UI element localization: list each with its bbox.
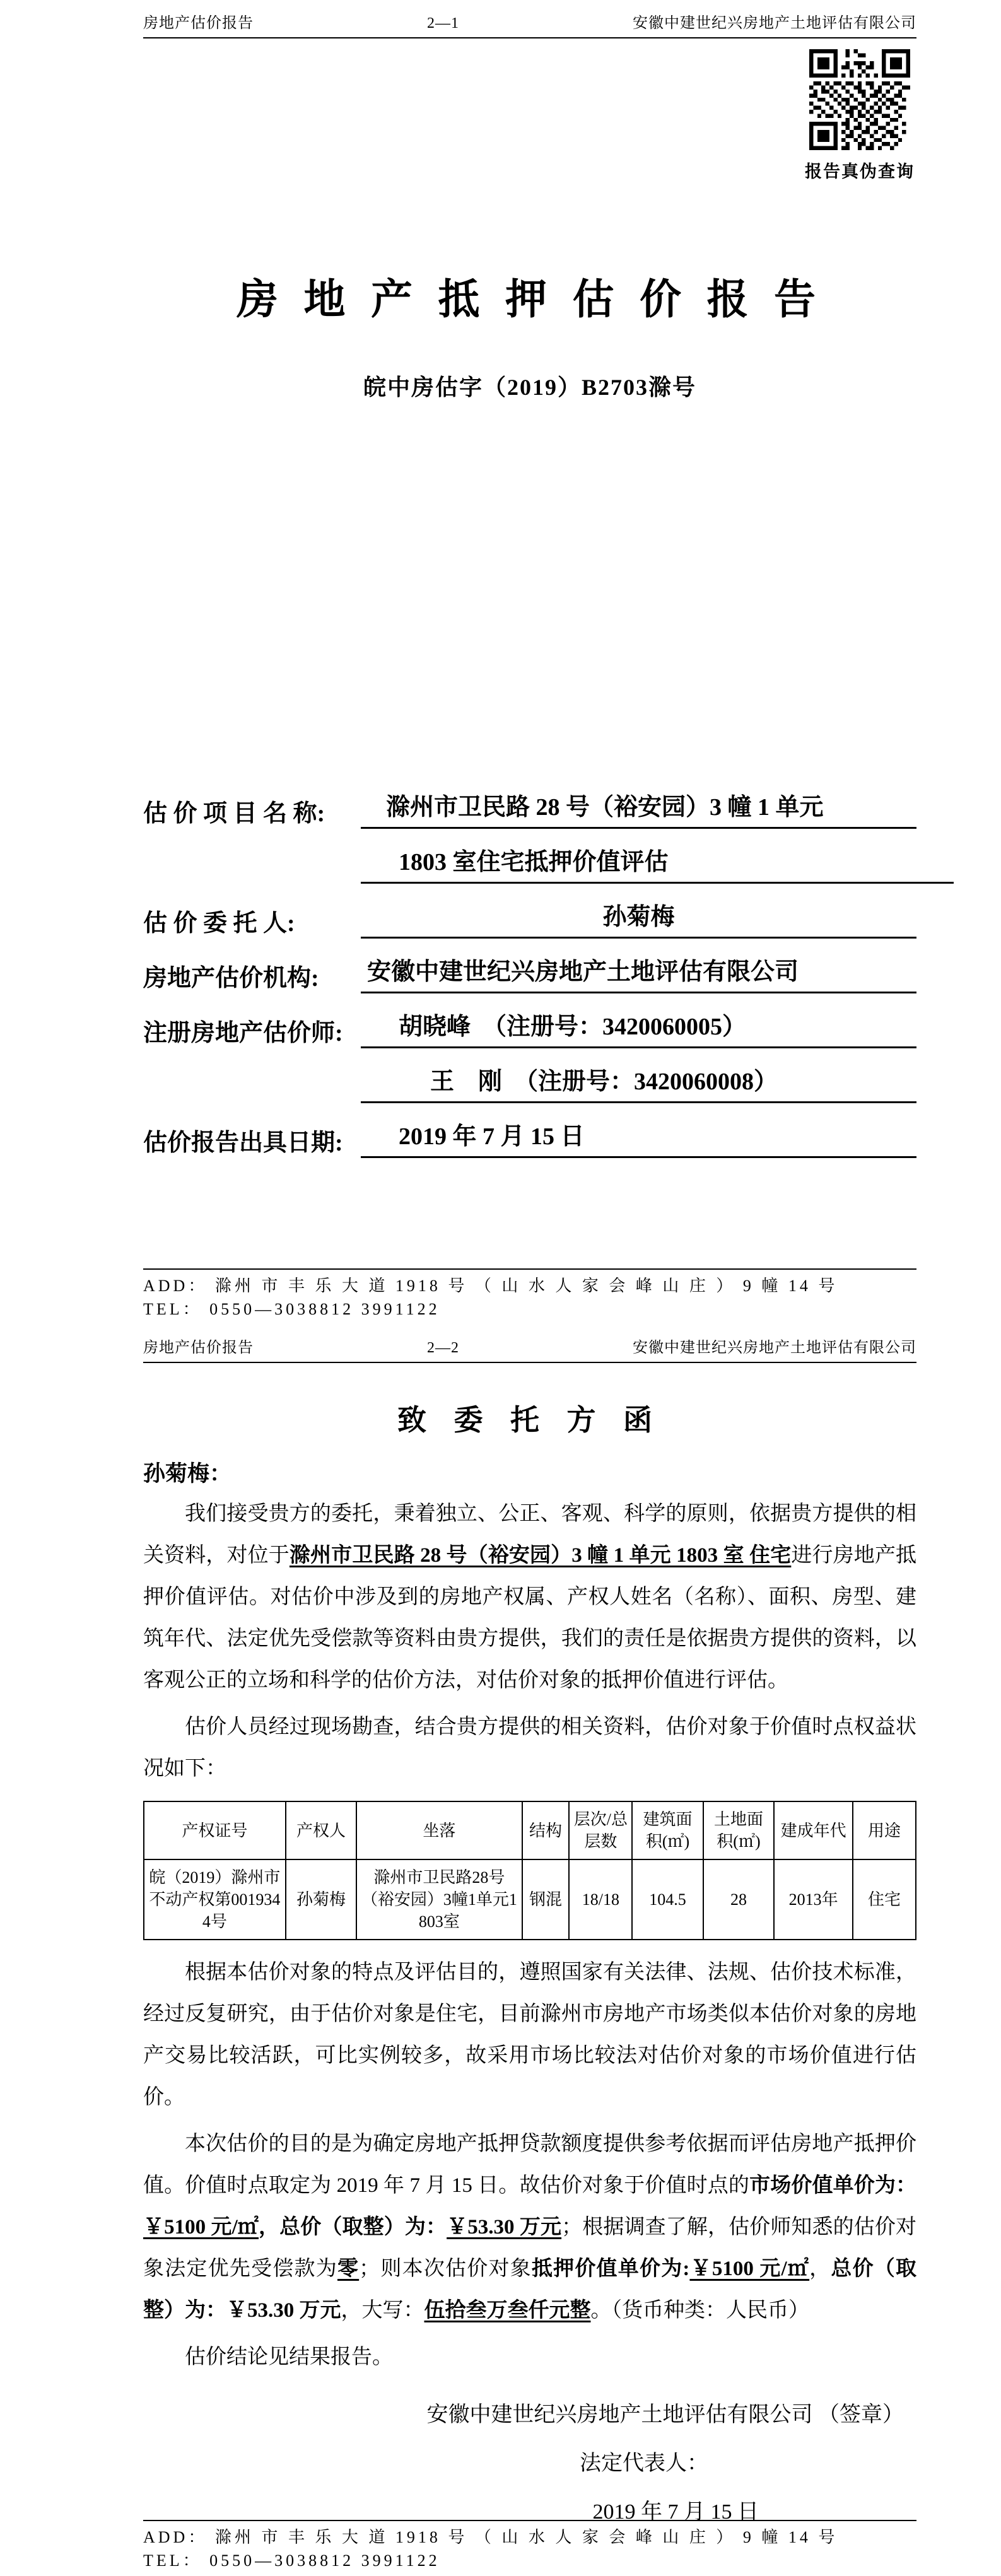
letter-title: 致 委 托 方 函 <box>397 1404 662 1436</box>
field-agency <box>143 957 916 993</box>
table-header-cell: 建成年代 <box>774 1801 853 1859</box>
qr-caption: 报告真伪查询 <box>805 162 915 181</box>
field-appraiser-value-2: 王 刚 （注册号：3420060008） <box>361 1067 916 1103</box>
field-project-name <box>143 793 916 829</box>
table-cell-land-area: 28 <box>703 1859 774 1940</box>
table-cell-structure: 钢混 <box>522 1859 570 1940</box>
letter-paragraph-method: 根据本估价对象的特点及评估目的，遵照国家有关法律、法规、估价技术标准，经过反复研究，由于估价对象是住宅，目前滁州市房地产市场类似本估价对象的房地产交易比较活跃，可比实例较多，故采用市场比较法对估价对象的市场价值进行估价。 <box>143 1961 916 2109</box>
field-appraiser <box>143 1012 916 1048</box>
priority-payment-zero: 零 <box>337 2257 360 2281</box>
signature-company: 安徽中建世纪兴房地产土地评估有限公司 （签章） <box>426 2403 904 2427</box>
table-header-cell: 用途 <box>853 1801 916 1859</box>
table-cell-floor: 18/18 <box>569 1859 632 1940</box>
field-report-date <box>143 1122 916 1158</box>
footer-address: ADD： 滁州 市 丰 乐 大 道 1918 号 （ 山 水 人 家 会 峰 山 庄 ） 9 幢 14 号 <box>143 2528 838 2547</box>
subject-property-text: 滁州市卫民路 28 号（裕安园）3 幢 1 单元 1803 室 住宅 <box>289 1544 792 1567</box>
ownership-table <box>143 1801 916 1940</box>
market-total-price-label: 总价（取整）为： <box>279 2216 447 2239</box>
header-company-name: 安徽中建世纪兴房地产土地评估有限公司 <box>633 15 916 32</box>
table-header-cell: 土地面积(㎡) <box>703 1801 774 1859</box>
page-header <box>143 0 916 38</box>
text-run: ， <box>259 2216 280 2239</box>
page-footer <box>143 2520 916 2572</box>
table-header-cell: 产权证号 <box>144 1801 286 1859</box>
amount-in-words: 伍拾叁万叁仟元整 <box>424 2299 591 2322</box>
table-header-cell: 结构 <box>522 1801 570 1859</box>
letter-paragraph-conclusion: 估价结论见结果报告。 <box>185 2346 393 2369</box>
cover-fields <box>143 793 916 1158</box>
field-date-value: 2019 年 7 月 15 日 <box>361 1122 916 1158</box>
text-run: 。（货币种类：人民币） <box>590 2299 809 2322</box>
text-run: ；则本次估价对象 <box>359 2257 532 2281</box>
signature-block <box>143 2397 916 2525</box>
table-row <box>144 1859 916 1940</box>
field-agency-label: 房地产估价机构: <box>143 964 319 992</box>
report-title: 房 地 产 抵 押 估 价 报 告 <box>237 277 823 323</box>
field-appraiser-label: 注册房地产估价师: <box>143 1019 343 1046</box>
header-report-name: 房地产估价报告 <box>143 15 254 32</box>
table-header-cell: 产权人 <box>286 1801 356 1859</box>
field-client-label: 估 价 委 托 人: <box>143 910 295 937</box>
mortgage-total-price: 总价（取整）为：￥53.30 万元 <box>143 2257 917 2322</box>
mortgage-unit-price-label: 抵押价值单价为: <box>531 2257 690 2281</box>
field-agency-value: 安徽中建世纪兴房地产土地评估有限公司 <box>361 957 916 993</box>
page-2 <box>0 1325 1001 2576</box>
report-number: 皖中房估字（2019）B2703滁号 <box>363 375 696 400</box>
qr-code-icon <box>809 49 910 150</box>
text-run: ；根据调查了解，估价师知悉的估价对象法定优先受偿款为 <box>143 2216 917 2281</box>
field-client <box>143 903 916 939</box>
page-header <box>143 1325 916 1363</box>
header-report-name: 房地产估价报告 <box>143 1340 254 1356</box>
header-page-number: 2—1 <box>427 15 459 32</box>
text-run: 本次估价的目的是为确定房地产抵押贷款额度提供参考依据而评估房地产抵押价值。价值时点取定为 2019 年 7 月 15 日。故估价对象于价值时点的 <box>143 2133 916 2198</box>
field-project-value-line2: 1803 室住宅抵押价值评估 <box>361 848 954 884</box>
letter-paragraph-survey: 估价人员经过现场勘查，结合贵方提供的相关资料，估价对象于价值时点权益状况如下： <box>143 1716 916 1780</box>
qr-block <box>803 49 916 182</box>
table-header-cell: 建筑面积(㎡) <box>632 1801 703 1859</box>
table-cell-location: 滁州市卫民路28号（裕安园）3幢1单元1803室 <box>356 1859 522 1940</box>
text-run: ，大写： <box>341 2299 424 2322</box>
field-date-label: 估价报告出具日期: <box>143 1129 343 1156</box>
market-unit-price-value: ￥5100 元/㎡ <box>143 2216 259 2239</box>
footer-phone: TEL： 0550—3038812 3991122 <box>143 1299 440 1318</box>
header-company-name: 安徽中建世纪兴房地产土地评估有限公司 <box>633 1340 916 1356</box>
table-header-cell: 层次/总层数 <box>569 1801 632 1859</box>
table-cell-year: 2013年 <box>774 1859 853 1940</box>
letter-paragraph-valuation <box>143 2123 916 2331</box>
table-cell-use: 住宅 <box>853 1859 916 1940</box>
table-cell-owner: 孙菊梅 <box>286 1859 356 1940</box>
page-footer <box>143 1268 916 1321</box>
field-project-value-line1: 滁州市卫民路 28 号（裕安园）3 幢 1 单元 <box>361 793 916 829</box>
footer-address: ADD： 滁州 市 丰 乐 大 道 1918 号 （ 山 水 人 家 会 峰 山 庄 ） 9 幢 14 号 <box>143 1277 838 1296</box>
field-client-value: 孙菊梅 <box>361 903 916 939</box>
text-run: 进行房地产抵押价值评估。对估价中涉及到的房地产权属、产权人姓名（名称）、面积、房型、建筑年代、法定优先受偿款等资料由贵方提供，我们的责任是依据贵方提供的资料，以客观公正的立场和科学的估价方法，对估价对象的抵押价值进行评估。 <box>143 1544 917 1692</box>
table-header-cell: 坐落 <box>356 1801 522 1859</box>
table-header-row <box>144 1801 916 1859</box>
field-project-label: 估 价 项 目 名 称: <box>143 800 325 827</box>
text-run: ， <box>809 2257 831 2281</box>
letter-paragraph-intro <box>143 1493 916 1701</box>
mortgage-unit-price-value: ￥5100 元/㎡ <box>689 2257 810 2281</box>
market-total-price-value: ￥53.30 万元 <box>447 2216 562 2239</box>
signature-representative: 法定代表人： <box>580 2452 708 2476</box>
table-cell-certificate: 皖（2019）滁州市不动产权第0019344号 <box>144 1859 286 1940</box>
footer-phone: TEL： 0550—3038812 3991122 <box>143 2551 440 2570</box>
field-project-name-line2 <box>143 848 916 884</box>
letter-salutation: 孙菊梅： <box>143 1461 232 1486</box>
header-page-number: 2—2 <box>427 1340 459 1356</box>
field-appraiser-line2 <box>143 1067 916 1103</box>
field-appraiser-value-1: 胡晓峰 （注册号：3420060005） <box>361 1012 916 1048</box>
table-cell-building-area: 104.5 <box>632 1859 703 1940</box>
signature-date: 2019 年 7 月 15 日 <box>592 2500 759 2524</box>
market-unit-price-label: 市场价值单价为： <box>749 2174 917 2198</box>
text-run: 我们接受贵方的委托，秉着独立、公正、客观、科学的原则，依据贵方提供的相关资料，对位于 <box>143 1502 916 1567</box>
